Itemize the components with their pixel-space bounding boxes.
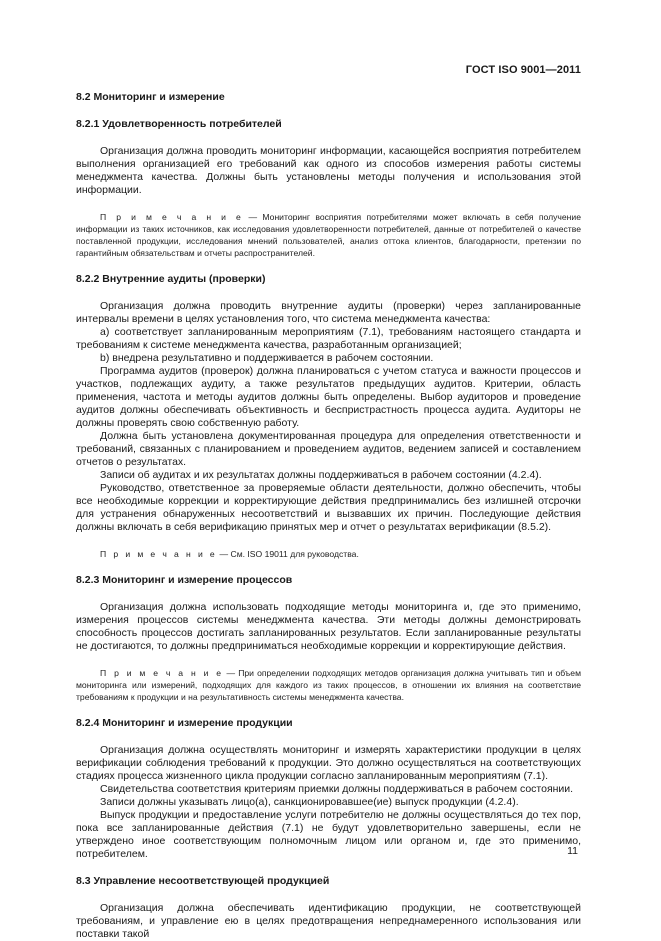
note-label: П р и м е ч а н и е <box>100 549 218 559</box>
section-8-2-1-title: 8.2.1 Удовлетворенность потребителей <box>76 118 282 130</box>
note <box>76 211 581 259</box>
list-item-b: b) внедрена результативно и поддерживается в рабочем состоянии. <box>100 352 434 364</box>
list-item-a: a) соответствует запланированным мероприятиям (7.1), требованиям настоящего стандарта и требованиям к системе менеджмента качества, разработанным организацией; <box>76 326 581 351</box>
paragraph: Записи об аудитах и их результатах должны поддерживаться в рабочем состоянии (4.2.4). <box>100 469 542 481</box>
section-8-2-2-title: 8.2.2 Внутренние аудиты (проверки) <box>76 273 266 285</box>
note-text: — См. ISO 19011 для руководства. <box>217 549 359 559</box>
paragraph: Записи должны указывать лицо(а), санкционировавшее(ие) выпуск продукции (4.2.4). <box>100 796 519 808</box>
section-8-2-4-title: 8.2.4 Мониторинг и измерение продукции <box>76 717 293 729</box>
section-8-2-2-body <box>76 300 581 534</box>
section-8-2-title: 8.2 Мониторинг и измерение <box>76 91 225 103</box>
note-text: — Мониторинг восприятия потребителями может включать в себя получение информации из таких источников, как исследования удовлетворенности потребителей, данные от потребителей о качестве поставленной продукции, исследования мнений пользователей, анализ оттока клиентов, благодарности, претензии по гарантийным обязательствам и отчеты распространителей. <box>76 212 581 258</box>
note-label: П р и м е ч а н и е <box>100 668 224 678</box>
page-content <box>76 91 581 941</box>
note-label: П р и м е ч а н и е <box>100 212 244 222</box>
paragraph: Организация должна проводить мониторинг информации, касающейся восприятия потребителем выполнения организацией его требований как одного из способов измерения работы системы менеджмента качества. Должны быть установлены методы получения и использования этой информации. <box>76 145 581 196</box>
section-8-2-4-body <box>76 744 581 861</box>
standard-header: ГОСТ ISO 9001—2011 <box>465 64 581 76</box>
paragraph: Программа аудитов (проверок) должна планироваться с учетом статуса и важности процессов и участков, подлежащих аудиту, а также результатов предыдущих аудитов. Критерии, область применения, частота и методы аудитов должны быть определены. Выбор аудиторов и проведение аудитов должны обеспечивать объективность и беспристрастность процесса аудита. Аудиторы не должны проверять свою собственную работу. <box>76 365 581 429</box>
note-text: — При определении подходящих методов организация должна учитывать тип и объем мониторинга или измерений, подходящих для каждого из таких процессов, в отношении их влияния на соответствие требованиям к продукции и на результативность системы менеджмента качества. <box>76 668 581 702</box>
section-8-3-body <box>76 902 581 941</box>
paragraph: Руководство, ответственное за проверяемые области деятельности, должно обеспечить, чтобы все необходимые коррекции и корректирующие действия предпринимались без излишней отсрочки для устранения обнаруженных несоответствий и вызвавших их причин. Последующие действия должны включать в себя верификацию принятых мер и отчет о результатах верификации (8.5.2). <box>76 482 581 533</box>
section-8-3-title: 8.3 Управление несоответствующей продукцией <box>76 875 330 887</box>
paragraph: Организация должна проводить внутренние аудиты (проверки) через запланированные интервалы времени в целях установления того, что система менеджмента качества: <box>76 300 581 325</box>
paragraph: Должна быть установлена документированная процедура для определения ответственности и требований, связанных с планированием и проведением аудитов, ведением записей и составлением отчетов о результатах. <box>76 430 581 468</box>
note <box>76 548 581 560</box>
paragraph: Организация должна использовать подходящие методы мониторинга и, где это применимо, измерения процессов системы менеджмента качества. Эти методы должны демонстрировать способность процессов достигать запланированных результатов. Если запланированные результаты не достигаются, то должны предприниматься необходимые коррекции и корректирующие действия. <box>76 601 581 652</box>
page-number: 11 <box>567 845 578 857</box>
paragraph: Свидетельства соответствия критериям приемки должны поддерживаться в рабочем состоянии. <box>100 783 574 795</box>
paragraph: Выпуск продукции и предоставление услуги потребителю не должны осуществляться до тех пор, пока все запланированные действия (7.1) не будут удовлетворительно завершены, если не утверждено иное соответствующим полномочным лицом или органом и, где это применимо, потребителем. <box>76 809 581 860</box>
paragraph: Организация должна обеспечивать идентификацию продукции, не соответствующей требованиям, и управление ею в целях предотвращения непреднамеренного использования или поставки такой <box>76 902 581 940</box>
section-8-2-1-body <box>76 145 581 197</box>
section-8-2-3-title: 8.2.3 Мониторинг и измерение процессов <box>76 574 293 586</box>
paragraph: Организация должна осуществлять мониторинг и измерять характеристики продукции в целях верификации соблюдения требований к продукции. Это должно осуществляться на соответствующих стадиях процесса жизненного цикла продукции согласно запланированным мероприятиям (7.1). <box>76 744 581 782</box>
section-8-2-3-body <box>76 601 581 653</box>
note <box>76 667 581 703</box>
